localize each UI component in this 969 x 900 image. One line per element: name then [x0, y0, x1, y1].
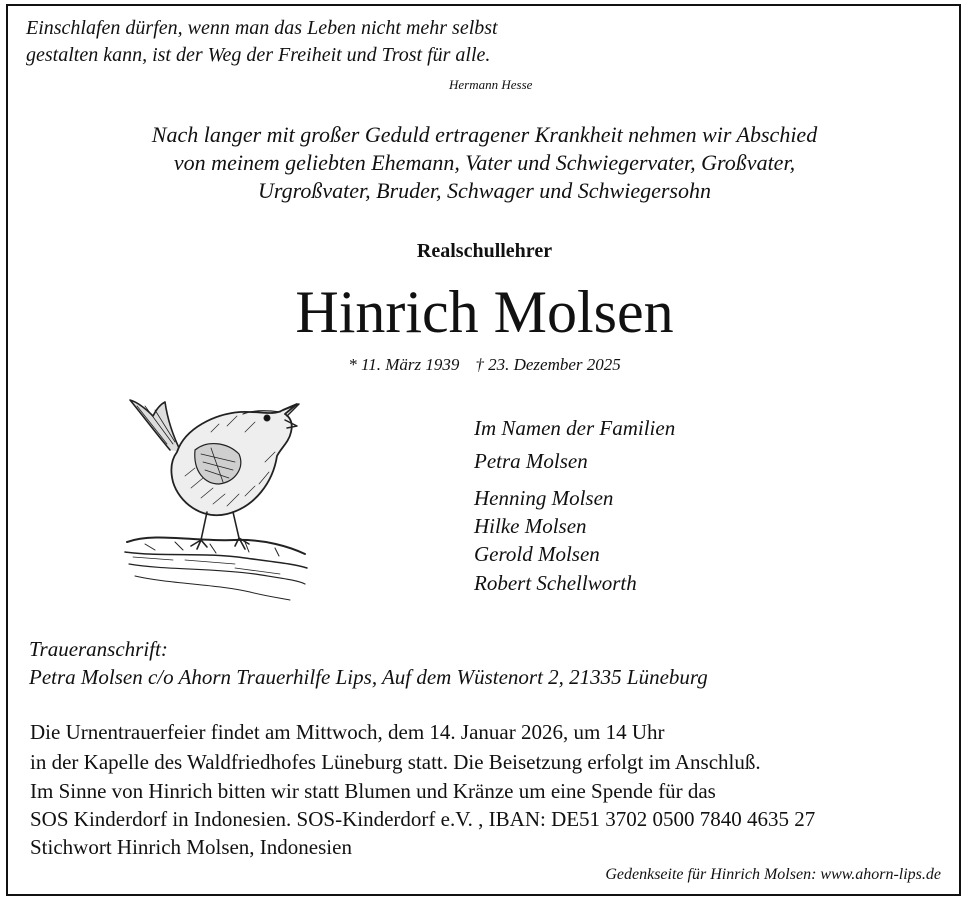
donation-line-2: SOS Kinderdorf in Indonesien. SOS-Kinderdorf e.V. , IBAN: DE51 3702 0500 7840 4635 27: [30, 807, 816, 831]
family-heading: Im Namen der Familien: [474, 416, 676, 440]
address-text: Petra Molsen c/o Ahorn Trauerhilfe Lips, Auf dem Wüstenort 2, 21335 Lüneburg: [29, 665, 708, 689]
family-member: Gerold Molsen: [474, 542, 600, 566]
deceased-title: Realschullehrer: [416, 240, 553, 262]
family-member: Henning Molsen: [474, 486, 614, 510]
deceased-name: Hinrich Molsen: [295, 279, 674, 345]
death-date: † 23. Dezember 2025: [475, 355, 621, 374]
intro-line-3: Urgroßvater, Bruder, Schwager und Schwiegersohn: [258, 178, 711, 203]
memorial-page-link[interactable]: Gedenkseite für Hinrich Molsen: www.ahorn-lips.de: [605, 866, 941, 883]
intro-line-2: von meinem geliebten Ehemann, Vater und Schwiegervater, Großvater,: [173, 150, 796, 175]
family-member: Hilke Molsen: [474, 514, 587, 538]
family-member: Petra Molsen: [474, 449, 588, 473]
quote-line-1: Einschlafen dürfen, wenn man das Leben nicht mehr selbst: [26, 17, 498, 39]
life-dates: [0, 355, 969, 375]
quote-author: Hermann Hesse: [449, 77, 533, 92]
donation-line-3: Stichwort Hinrich Molsen, Indonesien: [30, 835, 352, 859]
address-label: Traueranschrift:: [29, 637, 168, 661]
donation-line-1: Im Sinne von Hinrich bitten wir statt Blumen und Kränze um eine Spende für das: [30, 779, 716, 803]
birth-date: * 11. März 1939: [348, 355, 460, 374]
wren-bird-icon: [115, 392, 315, 614]
family-member: Robert Schellworth: [474, 571, 637, 595]
ceremony-line-1: Die Urnentrauerfeier findet am Mittwoch, dem 14. Januar 2026, um 14 Uhr: [30, 720, 665, 744]
intro-line-1: Nach langer mit großer Geduld ertragener Krankheit nehmen wir Abschied: [151, 122, 818, 147]
ceremony-line-2: in der Kapelle des Waldfriedhofes Lüneburg statt. Die Beisetzung erfolgt im Anschluß.: [30, 750, 761, 774]
quote-line-2: gestalten kann, ist der Weg der Freiheit und Trost für alle.: [26, 44, 491, 66]
